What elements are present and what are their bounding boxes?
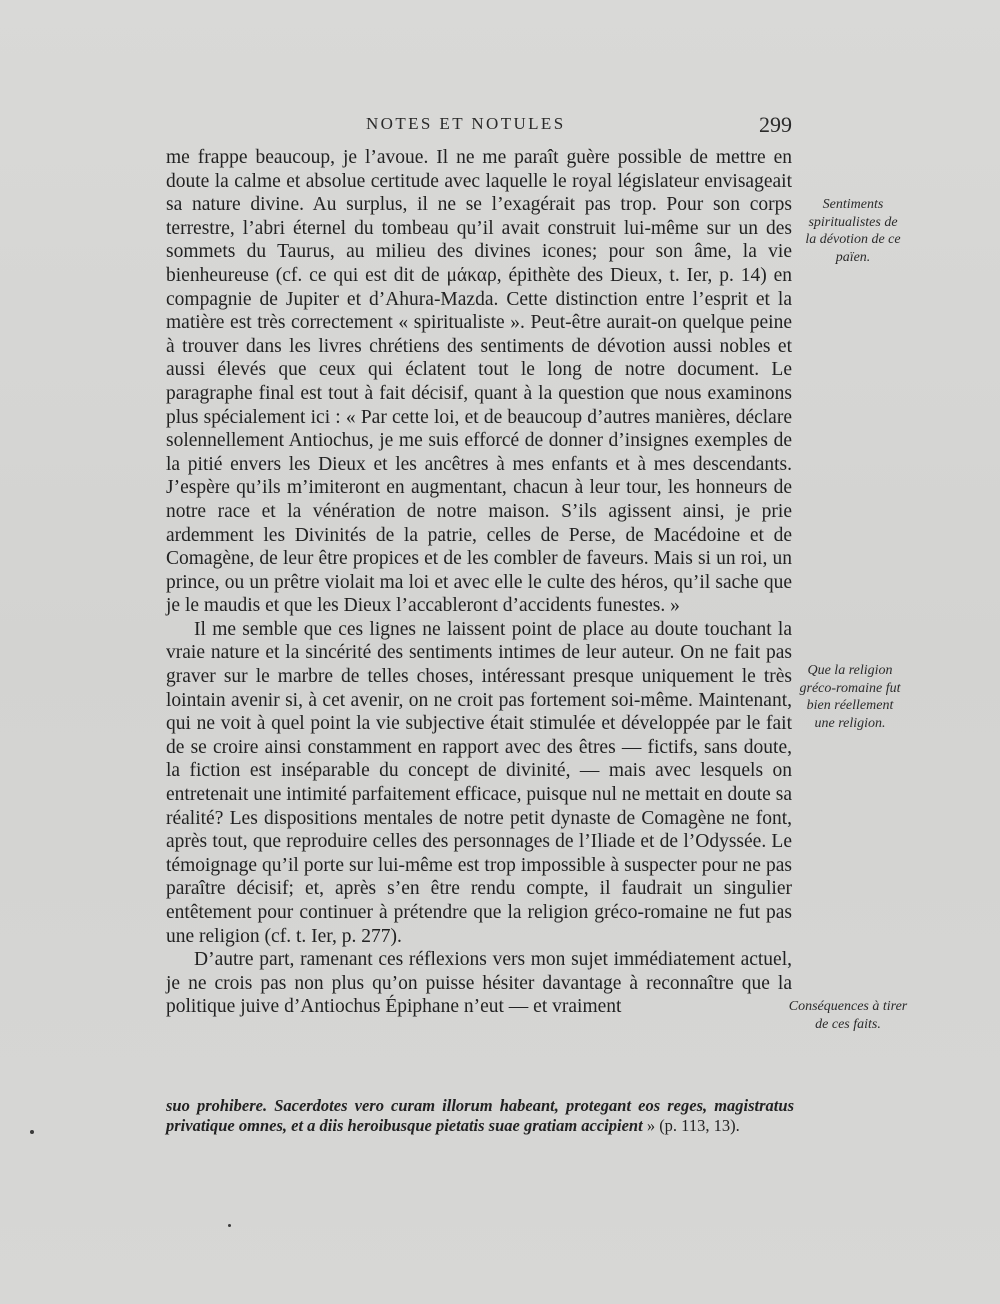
paragraph-1: me frappe beaucoup, je l’avoue. Il ne me paraît guère possible de mettre en doute la calme et absolue certitude avec laquelle le royal législateur envisageait sa nature divine. Au surplus, il ne se l’exagérait pas trop. Pour son corps terrestre, l’abri éternel du tombeau qu’il avait construit lui-même sur un des sommets du Taurus, au milieu des divines icones; pour son âme, la vie bienheureuse (cf. ce qui est dit de μάκαρ, épithète des Dieux, t. Ier, p. 14) en compagnie de Jupiter et d’Ahura-Mazda. Cette distinction entre l’esprit et la matière est très correctement « spiritualiste ». Peut-être aurait-on quelque peine à trouver dans les livres chrétiens des sentiments de dévotion aussi nobles et aussi élevés que ceux qui éclatent tout le long de notre document. Le paragraphe final est tout à fait décisif, quant à la question que nous examinons plus spécialement ici : « Par cette loi, et de beaucoup d’autres manières, déclare solennellement Antiochus, je me suis efforcé de donner d’insignes exemples de la pitié envers les Dieux et les ancêtres à mes enfants et à mes descendants. J’espère qu’ils m’imiteront en augmentant, chacun à leur tour, les honneurs de notre race et la vénération de notre maison. S’ils agissent ainsi, je prie ardemment les Divinités de la patrie, celles de Perse, de Macédoine et de Comagène, de leur être propices et de les combler de faveurs. Mais si un roi, un prince, ou un prêtre violait ma loi et avec elle le culte des héros, qu’il sache que je le maudis et que les Dieux l’accableront d’accidents funestes. » [166,147,792,617]
main-text [166,146,792,1019]
ink-speck [228,1224,231,1227]
footnote-latin: suo prohibere. Sacerdotes vero curam illorum habeant, protegant eos reges, magistratus privatique omnes, et a diis heroibusque pietatis suae gratiam accipient [166,1096,794,1135]
margin-note-religion: Que la religion gréco-romaine fut bien réellement une religion. [799,663,901,731]
page-number: 299 [759,112,792,137]
running-head [166,112,792,138]
ink-speck [30,1130,34,1134]
footnote [166,1096,794,1135]
paragraph-2: Il me semble que ces lignes ne laissent point de place au doute touchant la vraie nature et la sincérité des sentiments intimes de leur auteur. On ne fait pas graver sur le marbre de telles choses, intéressant presque uniquement le très lointain avenir si, à cet avenir, on ne croit pas fortement soi-même. Maintenant, qui ne voit à quel point la vie subjective était stimulée et développée par le fait de se croire ainsi constamment en rapport avec des êtres — fictifs, sans doute, la fiction est inséparable du concept de divinité, — mais avec lesquels on entretenait une intimité parfaitement efficace, puisque nul ne mettait en doute sa réalité? Les dispositions mentales de notre petit dynaste de Comagène ne font, après tout, que reproduire celles des personnages de l’Iliade et de l’Odyssée. Le témoignage qu’il porte sur lui-même est trop impossible à suspecter pour ne pas paraître décisif; et, après s’en être rendu compte, il faudrait un singulier entêtement pour continuer à prétendre que la religion gréco-romaine ne fut pas une religion (cf. t. Ier, p. 277). [166,618,792,947]
margin-note-spiritualism: Sentiments spiritualistes de la dévotion de ce païen. [805,197,901,265]
running-title: NOTES ET NOTULES [366,114,566,133]
footnote-reference: » (p. 113, 13). [642,1115,740,1135]
paragraph-3: D’autre part, ramenant ces réflexions vers mon sujet immédiatement actuel, je ne crois pas non plus qu’on puisse hésiter davantage à reconnaître que la politique juive d’Antiochus Épiphane n’eut — et vraiment [166,949,792,1018]
margin-note-consequences: Conséquences à tirer de ces faits. [788,999,908,1032]
